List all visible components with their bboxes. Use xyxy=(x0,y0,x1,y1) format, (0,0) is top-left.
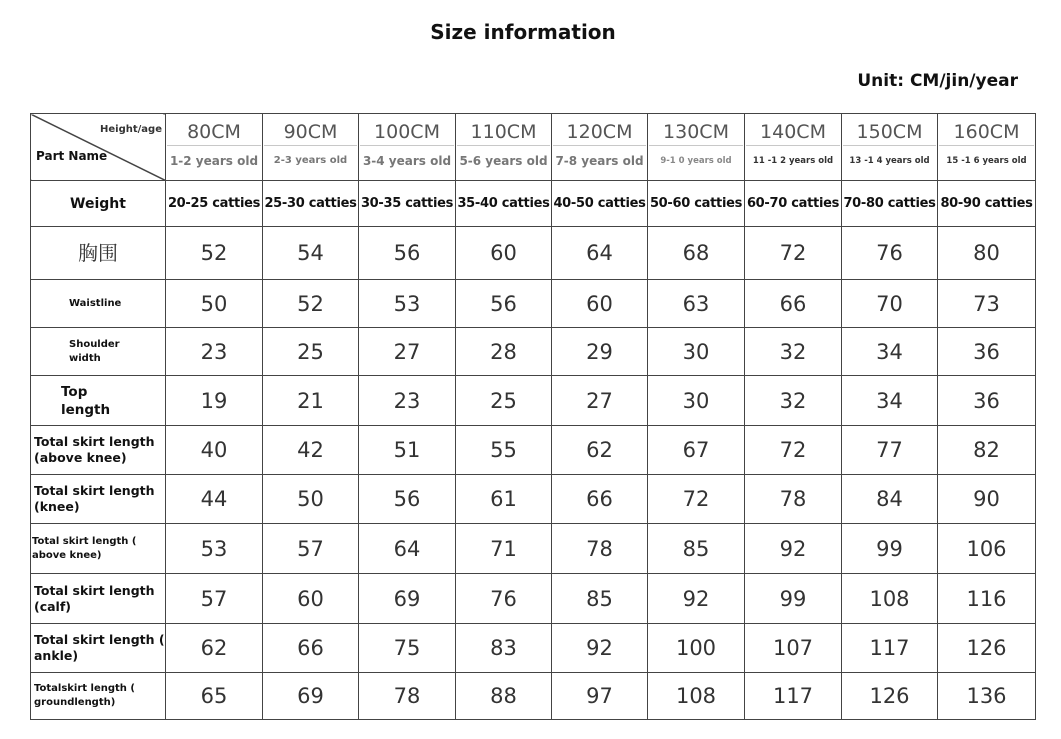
table-row xyxy=(31,574,1036,624)
value-cell: 84 xyxy=(842,475,938,524)
size-header-cell xyxy=(938,114,1036,181)
value-cell: 99 xyxy=(745,574,842,624)
value-cell: 40 xyxy=(166,426,263,475)
value-cell: 54 xyxy=(263,227,359,280)
size-height: 160CM xyxy=(939,119,1034,146)
value-cell: 56 xyxy=(359,227,456,280)
value-cell: 21 xyxy=(263,376,359,426)
value-cell: 50 xyxy=(166,280,263,328)
size-header-cell xyxy=(359,114,456,181)
value-cell: 66 xyxy=(552,475,648,524)
unit-label: Unit: CM/jin/year xyxy=(857,71,1018,91)
value-cell: 61 xyxy=(456,475,552,524)
value-cell: 107 xyxy=(745,624,842,673)
value-cell: 106 xyxy=(938,524,1036,574)
table-row xyxy=(31,280,1036,328)
value-cell: 56 xyxy=(359,475,456,524)
value-cell: 65 xyxy=(166,673,263,720)
size-age: 7-8 years old xyxy=(555,153,644,168)
value-cell: 97 xyxy=(552,673,648,720)
size-header-cell xyxy=(552,114,648,181)
size-header-cell xyxy=(456,114,552,181)
value-cell: 66 xyxy=(745,280,842,328)
value-cell: 75 xyxy=(359,624,456,673)
size-height: 90CM xyxy=(264,119,357,146)
value-cell: 28 xyxy=(456,328,552,376)
size-header-cell xyxy=(842,114,938,181)
value-cell: 92 xyxy=(745,524,842,574)
row-label: Waistline xyxy=(31,280,166,328)
corner-cell xyxy=(31,114,166,181)
value-cell: 72 xyxy=(745,426,842,475)
table-row xyxy=(31,376,1036,426)
value-cell: 108 xyxy=(842,574,938,624)
size-age: 5-6 years old xyxy=(459,153,548,168)
row-label: Total skirt length ( ankle) xyxy=(31,624,166,673)
header-row xyxy=(31,114,1036,181)
value-cell: 72 xyxy=(745,227,842,280)
value-cell: 57 xyxy=(166,574,263,624)
size-height: 120CM xyxy=(553,119,646,146)
corner-height-age-label: Height/age xyxy=(100,124,162,135)
value-cell: 100 xyxy=(648,624,745,673)
size-age: 2-3 years old xyxy=(273,154,348,166)
table-row xyxy=(31,624,1036,673)
value-cell: 27 xyxy=(552,376,648,426)
weight-value: 20-25 catties xyxy=(166,181,263,227)
value-cell: 32 xyxy=(745,376,842,426)
value-cell: 64 xyxy=(552,227,648,280)
row-label: Total skirt length (calf) xyxy=(31,574,166,624)
value-cell: 57 xyxy=(263,524,359,574)
value-cell: 19 xyxy=(166,376,263,426)
value-cell: 136 xyxy=(938,673,1036,720)
weight-value: 80-90 catties xyxy=(938,181,1036,227)
weight-value: 30-35 catties xyxy=(359,181,456,227)
value-cell: 52 xyxy=(263,280,359,328)
value-cell: 68 xyxy=(648,227,745,280)
value-cell: 67 xyxy=(648,426,745,475)
value-cell: 27 xyxy=(359,328,456,376)
size-height: 80CM xyxy=(167,119,261,146)
corner-part-name-label: Part Name xyxy=(36,149,108,163)
value-cell: 62 xyxy=(166,624,263,673)
value-cell: 76 xyxy=(456,574,552,624)
size-age: 9-1 0 years old xyxy=(660,155,732,166)
value-cell: 23 xyxy=(166,328,263,376)
value-cell: 23 xyxy=(359,376,456,426)
value-cell: 70 xyxy=(842,280,938,328)
value-cell: 42 xyxy=(263,426,359,475)
value-cell: 90 xyxy=(938,475,1036,524)
value-cell: 32 xyxy=(745,328,842,376)
size-age: 13 -1 4 years old xyxy=(849,155,930,166)
weight-value: 60-70 catties xyxy=(745,181,842,227)
value-cell: 126 xyxy=(938,624,1036,673)
value-cell: 60 xyxy=(552,280,648,328)
size-age: 1-2 years old xyxy=(169,153,259,168)
size-height: 100CM xyxy=(360,119,454,146)
row-label: Total skirt length (above knee) xyxy=(31,426,166,475)
size-header-cell xyxy=(263,114,359,181)
value-cell: 69 xyxy=(359,574,456,624)
value-cell: 60 xyxy=(456,227,552,280)
value-cell: 73 xyxy=(938,280,1036,328)
value-cell: 71 xyxy=(456,524,552,574)
value-cell: 60 xyxy=(263,574,359,624)
value-cell: 72 xyxy=(648,475,745,524)
value-cell: 92 xyxy=(552,624,648,673)
value-cell: 30 xyxy=(648,376,745,426)
value-cell: 64 xyxy=(359,524,456,574)
size-table xyxy=(30,113,1036,720)
value-cell: 44 xyxy=(166,475,263,524)
value-cell: 77 xyxy=(842,426,938,475)
weight-row xyxy=(31,181,1036,227)
weight-value: 50-60 catties xyxy=(648,181,745,227)
size-header-cell xyxy=(166,114,263,181)
value-cell: 63 xyxy=(648,280,745,328)
value-cell: 53 xyxy=(359,280,456,328)
value-cell: 116 xyxy=(938,574,1036,624)
value-cell: 82 xyxy=(938,426,1036,475)
row-label: Total skirt length ( above knee) xyxy=(31,524,166,574)
value-cell: 108 xyxy=(648,673,745,720)
value-cell: 76 xyxy=(842,227,938,280)
value-cell: 36 xyxy=(938,376,1036,426)
row-label: Totalskirt length ( groundlength) xyxy=(31,673,166,720)
weight-value: 35-40 catties xyxy=(456,181,552,227)
value-cell: 85 xyxy=(648,524,745,574)
size-age: 15 -1 6 years old xyxy=(946,155,1027,166)
value-cell: 66 xyxy=(263,624,359,673)
value-cell: 52 xyxy=(166,227,263,280)
value-cell: 78 xyxy=(359,673,456,720)
row-label: Weight xyxy=(31,181,166,227)
row-label: Shoulder width xyxy=(31,328,166,376)
value-cell: 34 xyxy=(842,328,938,376)
value-cell: 34 xyxy=(842,376,938,426)
row-label: Total skirt length (knee) xyxy=(31,475,166,524)
value-cell: 80 xyxy=(938,227,1036,280)
weight-value: 40-50 catties xyxy=(552,181,648,227)
size-header-cell xyxy=(648,114,745,181)
value-cell: 56 xyxy=(456,280,552,328)
value-cell: 69 xyxy=(263,673,359,720)
value-cell: 126 xyxy=(842,673,938,720)
value-cell: 117 xyxy=(842,624,938,673)
value-cell: 62 xyxy=(552,426,648,475)
value-cell: 51 xyxy=(359,426,456,475)
page-title: Size information xyxy=(430,20,616,44)
value-cell: 78 xyxy=(552,524,648,574)
value-cell: 78 xyxy=(745,475,842,524)
size-height: 140CM xyxy=(746,119,840,146)
value-cell: 25 xyxy=(456,376,552,426)
row-label: 胸围 xyxy=(31,227,166,280)
table-row xyxy=(31,673,1036,720)
size-height: 130CM xyxy=(649,119,743,146)
weight-value: 25-30 catties xyxy=(263,181,359,227)
weight-value: 70-80 catties xyxy=(842,181,938,227)
value-cell: 36 xyxy=(938,328,1036,376)
value-cell: 88 xyxy=(456,673,552,720)
table-row xyxy=(31,328,1036,376)
size-header-cell xyxy=(745,114,842,181)
value-cell: 117 xyxy=(745,673,842,720)
value-cell: 53 xyxy=(166,524,263,574)
value-cell: 99 xyxy=(842,524,938,574)
value-cell: 25 xyxy=(263,328,359,376)
size-height: 150CM xyxy=(843,119,936,146)
table-row xyxy=(31,475,1036,524)
value-cell: 50 xyxy=(263,475,359,524)
size-age: 3-4 years old xyxy=(362,153,452,168)
value-cell: 92 xyxy=(648,574,745,624)
value-cell: 55 xyxy=(456,426,552,475)
value-cell: 29 xyxy=(552,328,648,376)
value-cell: 85 xyxy=(552,574,648,624)
table-row xyxy=(31,426,1036,475)
value-cell: 30 xyxy=(648,328,745,376)
row-label: Top length xyxy=(31,376,166,426)
size-height: 110CM xyxy=(457,119,550,146)
value-cell: 83 xyxy=(456,624,552,673)
table-row xyxy=(31,227,1036,280)
size-age: 11 -1 2 years old xyxy=(752,155,834,166)
table-row xyxy=(31,524,1036,574)
